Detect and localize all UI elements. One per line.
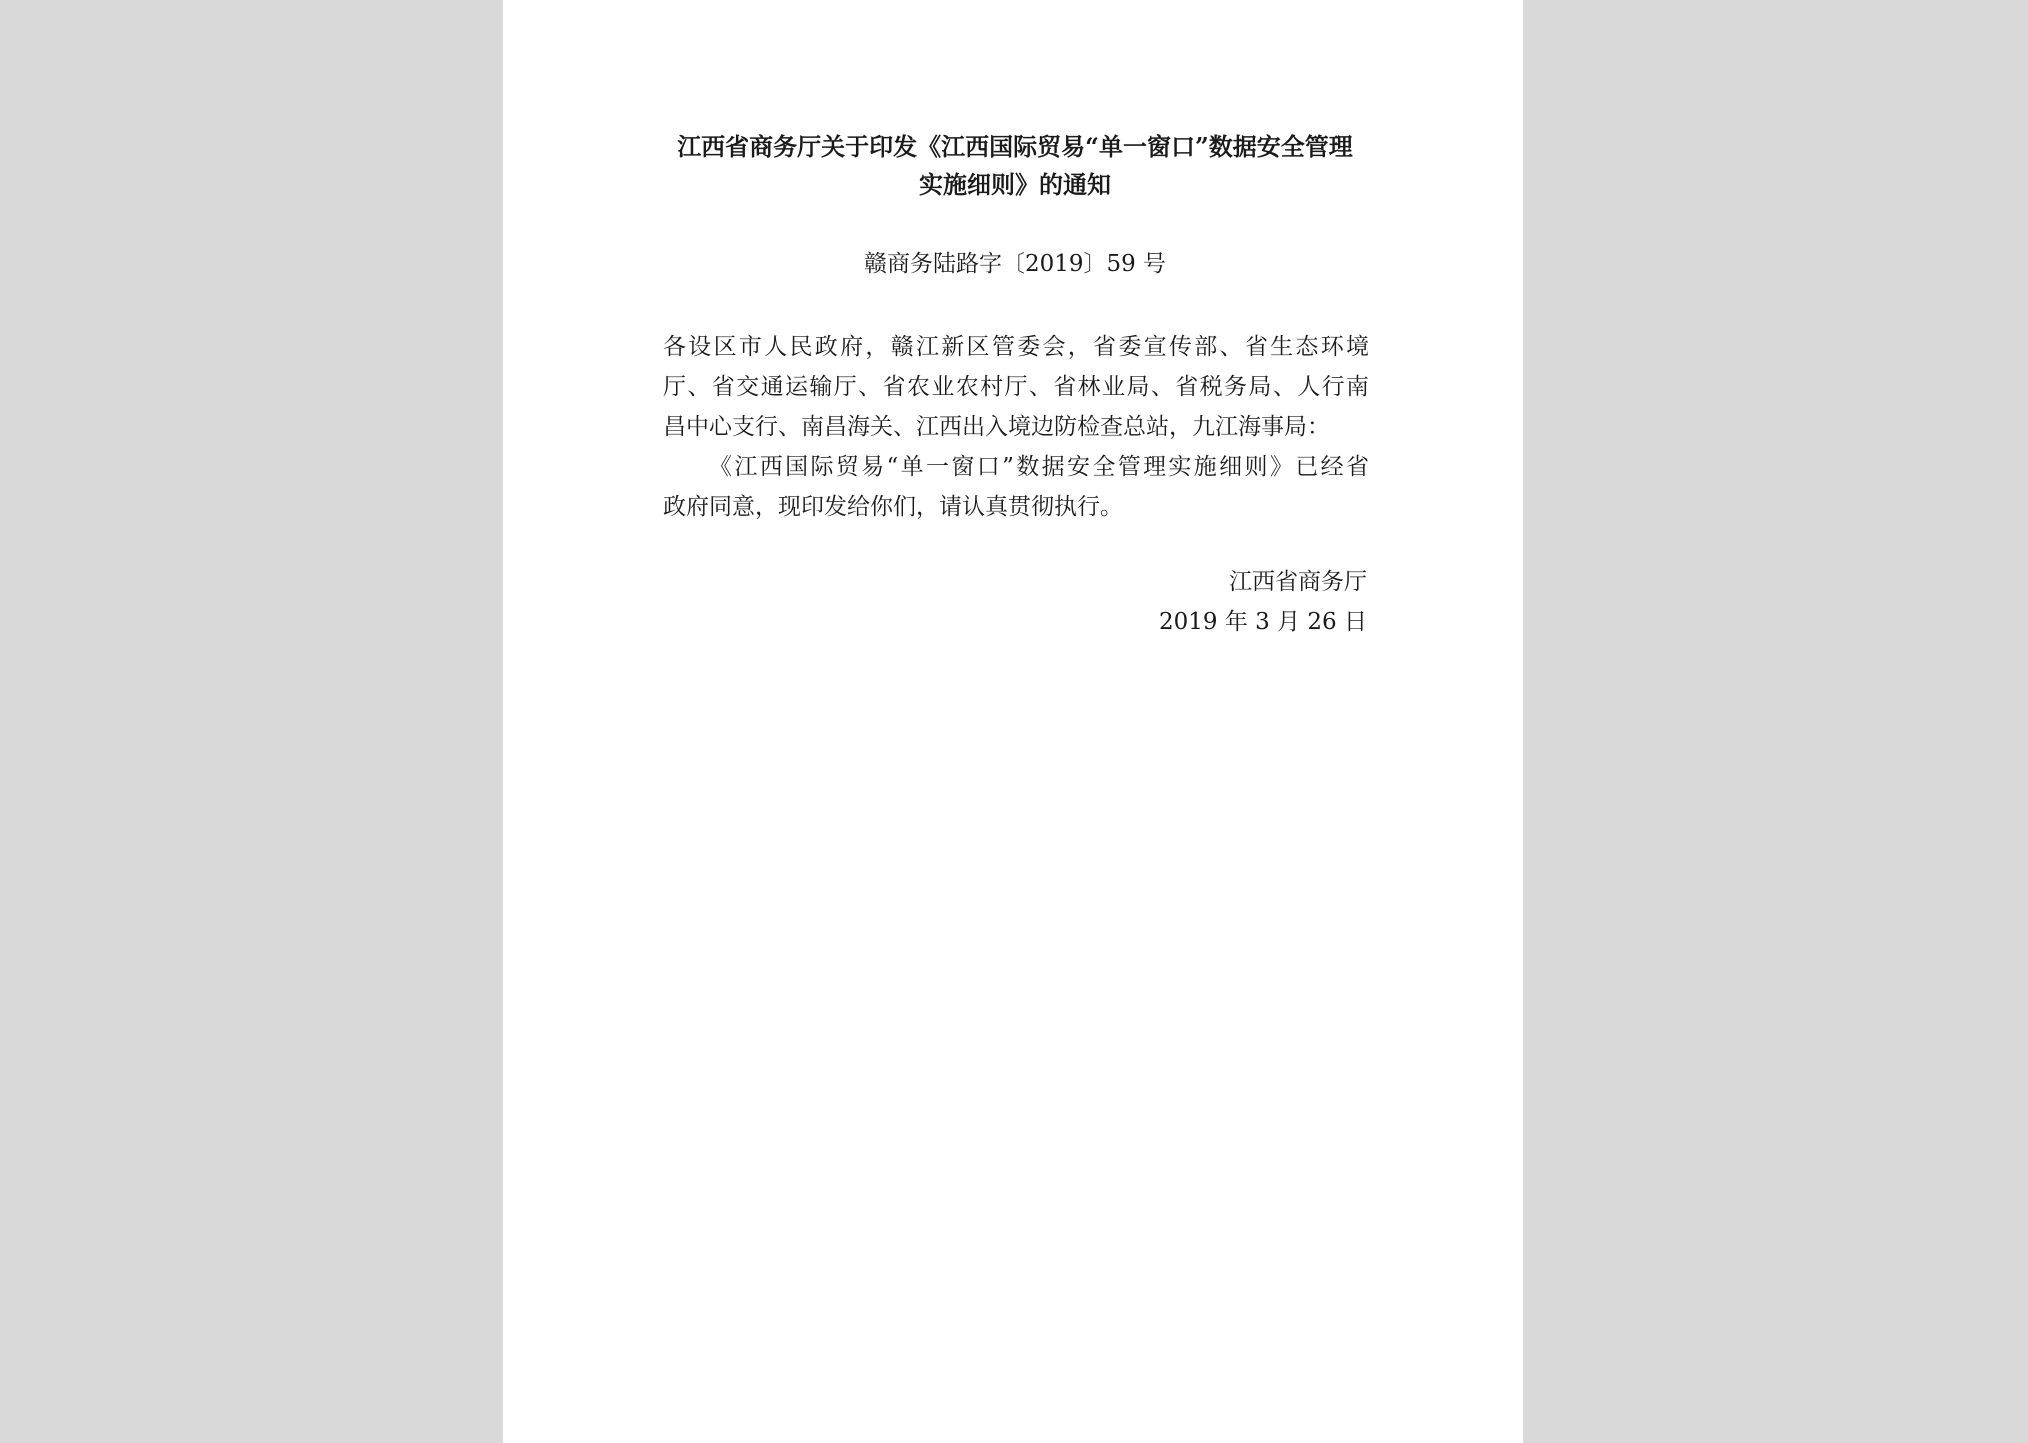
document-body — [663, 327, 1369, 527]
document-number: 赣商务陆路字〔2019〕59 号 — [863, 251, 1167, 277]
body-line: 政府同意，现印发给你们，请认真贯彻执行。 — [663, 494, 1123, 520]
addressee-line: 厅、省交通运输厅、省农业农村厅、省林业局、省税务局、人行南 — [663, 374, 1369, 400]
title-line: 江西省商务厅关于印发《江西国际贸易“单一窗口”数据安全管理 — [677, 132, 1353, 161]
issue-date: 2019 年 3 月 26 日 — [1159, 609, 1367, 635]
body-line: 《江西国际贸易“单一窗口”数据安全管理实施细则》已经省 — [709, 454, 1369, 480]
document-page — [503, 0, 1523, 1443]
addressee-line: 昌中心支行、南昌海关、江西出入境边防检查总站，九江海事局： — [663, 414, 1330, 440]
signature-block — [1159, 562, 1367, 642]
document-title — [663, 128, 1367, 204]
issuer-name: 江西省商务厅 — [1229, 569, 1367, 595]
title-line: 实施细则》的通知 — [919, 170, 1111, 199]
addressee-line: 各设区市人民政府，赣江新区管委会，省委宣传部、省生态环境 — [663, 334, 1369, 360]
